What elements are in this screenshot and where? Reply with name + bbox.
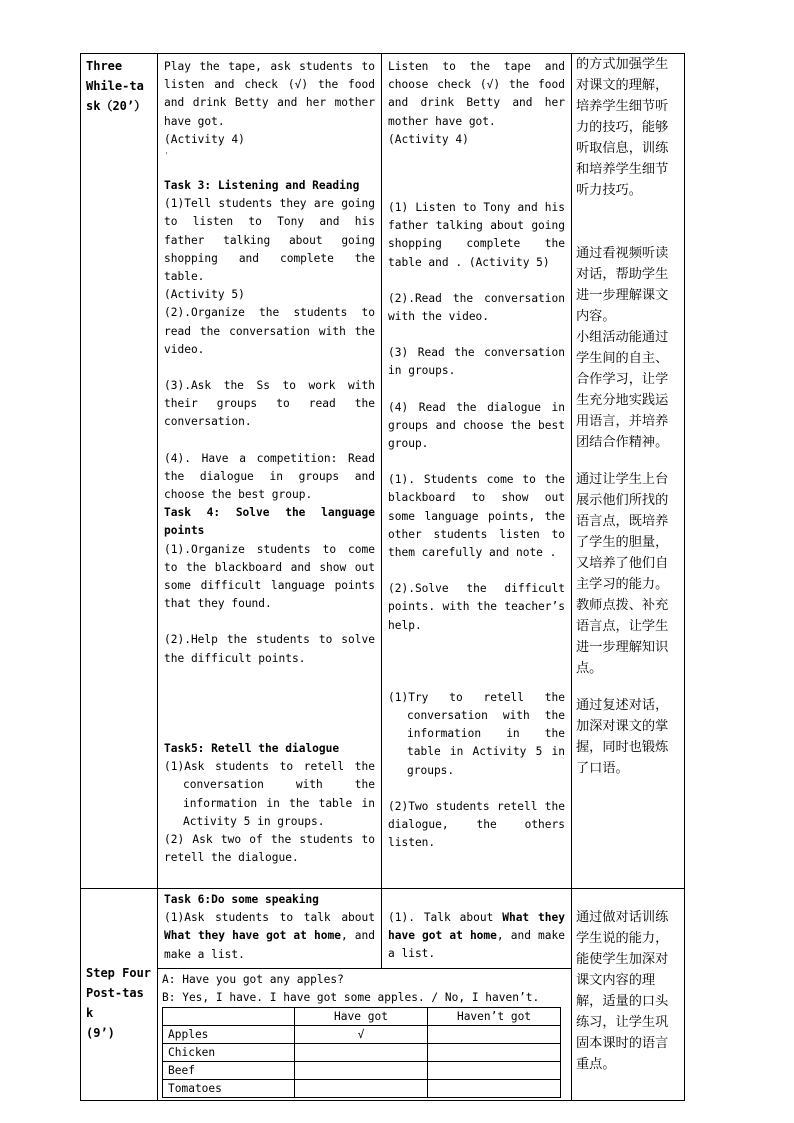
purpose-text: 教师点拨、补充语言点，让学生进一步理解知识点。 — [576, 598, 669, 676]
step-three-cell — [81, 54, 158, 889]
food-name-cell: Tomatoes — [163, 1080, 295, 1098]
teacher-activities-cell — [158, 889, 382, 969]
table-row — [163, 1062, 561, 1080]
student-activity-text: (1)Try to retell the conversation with the information in the table in Activity 5 in groups. — [388, 690, 565, 777]
step-title: Step Four — [86, 965, 152, 980]
havent-got-cell — [428, 1026, 561, 1044]
task5-title: Task5: Retell the dialogue — [164, 741, 340, 755]
teacher-activity-text: (2).Help the students to solve the difficult points. — [164, 633, 375, 665]
student-activity-text: (2).Read the conversation with the video. — [388, 291, 565, 324]
student-activity-text: (1) Listen to Tony and his father talking about going shopping complete the table and . (Activity 5) — [388, 201, 565, 269]
checklist-header-row — [163, 1008, 561, 1026]
step-four-cell — [81, 889, 158, 1101]
havent-got-cell — [428, 1080, 561, 1098]
student-activity-text: (2)Two students retell the dialogue, the others listen. — [388, 799, 565, 850]
step-subtitle: Post-tas — [86, 985, 144, 1000]
teacher-activities-cell — [158, 54, 382, 889]
food-name-cell: Chicken — [163, 1044, 295, 1062]
student-activities-cell — [382, 889, 572, 969]
teacher-activity-text: (4). Have a competition: Read the dialogue in groups and choose the best group. — [164, 451, 375, 502]
have-got-cell: √ — [295, 1026, 428, 1044]
student-activity-text: , and make a list. — [388, 929, 565, 961]
purpose-text: 通过看视频听读对话，帮助学生进一步理解课文内容。 — [576, 246, 669, 324]
havent-got-cell — [428, 1044, 561, 1062]
teacher-activity-text: (2).Organize the students to read the conversation with the video. — [164, 306, 375, 356]
teacher-activity-ref: (Activity 5) — [164, 288, 245, 302]
student-activity-text: (1). Talk about — [388, 911, 503, 924]
teacher-activity-text: (1)Tell students they are going to listen to Tony and his father talking about going shopping and complete the table. — [164, 197, 375, 284]
student-activity-text: (1). Students come to the blackboard to show out some language points, the other students listen to them carefully and note . — [388, 473, 565, 560]
step-subtitle: While-ta — [86, 79, 144, 93]
table-row — [163, 1044, 561, 1062]
step-duration: (9’) — [86, 1025, 115, 1040]
food-checklist-table — [162, 1007, 561, 1098]
lesson-plan-sheet — [80, 53, 684, 1099]
step-duration: sk（20’） — [86, 99, 147, 113]
student-activity-text: (3) Read the conversation in groups. — [388, 346, 565, 378]
teacher-activity-text: (1)Ask students to retell the conversation with the information in the table in Activity 5 in groups. — [164, 760, 375, 828]
teacher-activity-text: , and make a list. — [164, 929, 375, 961]
teacher-activity-text: Play the tape, ask students to listen and check (√) the food and drink Betty and her mother have got. — [164, 60, 375, 128]
task3-title: Task 3: Listening and Reading — [164, 179, 360, 193]
dialogue-line-b: B: Yes, I have. I have got some apples. / No, I haven’t. — [162, 991, 540, 1005]
step-title: Three — [86, 59, 123, 73]
purpose-text: 通过做对话训练学生说的能力，能使学生加深对课文内容的理解，适量的口头练习，让学生巩固本课时的语言重点。 — [576, 910, 669, 1072]
teacher-activity-ref: (Activity 4) — [164, 132, 245, 146]
row-step-three — [81, 54, 685, 889]
dialogue-line-a: A: Have you got any apples? — [162, 973, 344, 986]
purpose-cell — [572, 889, 685, 1101]
purpose-text: 小组活动能通过学生间的自主、合作学习，让学生充分地实践运用语言，并培养团结合作精神。 — [576, 330, 669, 450]
food-name-cell: Beef — [163, 1062, 295, 1080]
student-activity-text: (2).Solve the difficult points. with the teacher’s help. — [388, 582, 565, 632]
havent-got-cell — [428, 1062, 561, 1080]
stray-mark: ' — [164, 151, 169, 161]
teacher-activity-text: (1).Organize students to come to the blackboard and show out some difficult language points that they found. — [164, 542, 375, 611]
step-subtitle: k — [86, 1005, 94, 1020]
food-name-cell: Apples — [163, 1026, 295, 1044]
have-got-cell — [295, 1080, 428, 1098]
header-cell-havent-got: Haven’t got — [428, 1008, 561, 1026]
task4-title: Task 4: Solve the language points — [164, 506, 375, 538]
speaking-practice-cell — [158, 969, 572, 1101]
task6-title: Task 6:Do some speaking — [164, 893, 319, 906]
purpose-text: 通过让学生上台展示他们所找的语言点，既培养了学生的胆量，又培养了他们自主学习的能力。 — [576, 472, 669, 592]
teacher-activity-text: (2) Ask two of the students to retell the dialogue. — [164, 832, 375, 865]
lesson-plan-table — [80, 53, 685, 1101]
have-got-cell — [295, 1044, 428, 1062]
header-cell — [163, 1008, 295, 1026]
teacher-activity-text: (1)Ask students to talk about — [164, 911, 375, 925]
student-activity-text: Listen to the tape and choose check (√) the food and drink Betty and her mother have got. — [388, 60, 565, 128]
purpose-cell — [572, 54, 685, 889]
table-row — [163, 1080, 561, 1098]
student-activities-cell — [382, 54, 572, 889]
student-activity-text: (4) Read the dialogue in groups and choose the best group. — [388, 400, 565, 451]
table-row — [163, 1026, 561, 1044]
purpose-text: 的方式加强学生对课文的理解，培养学生细节听力的技巧，能够听取信息，训练和培养学生细节听力技巧。 — [576, 57, 669, 198]
student-activity-emphasis: What they have got at home — [388, 911, 565, 943]
purpose-text: 通过复述对话，加深对课文的掌握，同时也锻炼了口语。 — [576, 698, 669, 776]
have-got-cell — [295, 1062, 428, 1080]
row-step-four-upper — [81, 889, 685, 969]
student-activity-ref: (Activity 4) — [388, 132, 469, 146]
teacher-activity-emphasis: What they have got at home — [164, 929, 341, 943]
header-cell-have-got: Have got — [295, 1008, 428, 1026]
teacher-activity-text: (3).Ask the Ss to work with their groups to read the conversation. — [164, 379, 375, 429]
